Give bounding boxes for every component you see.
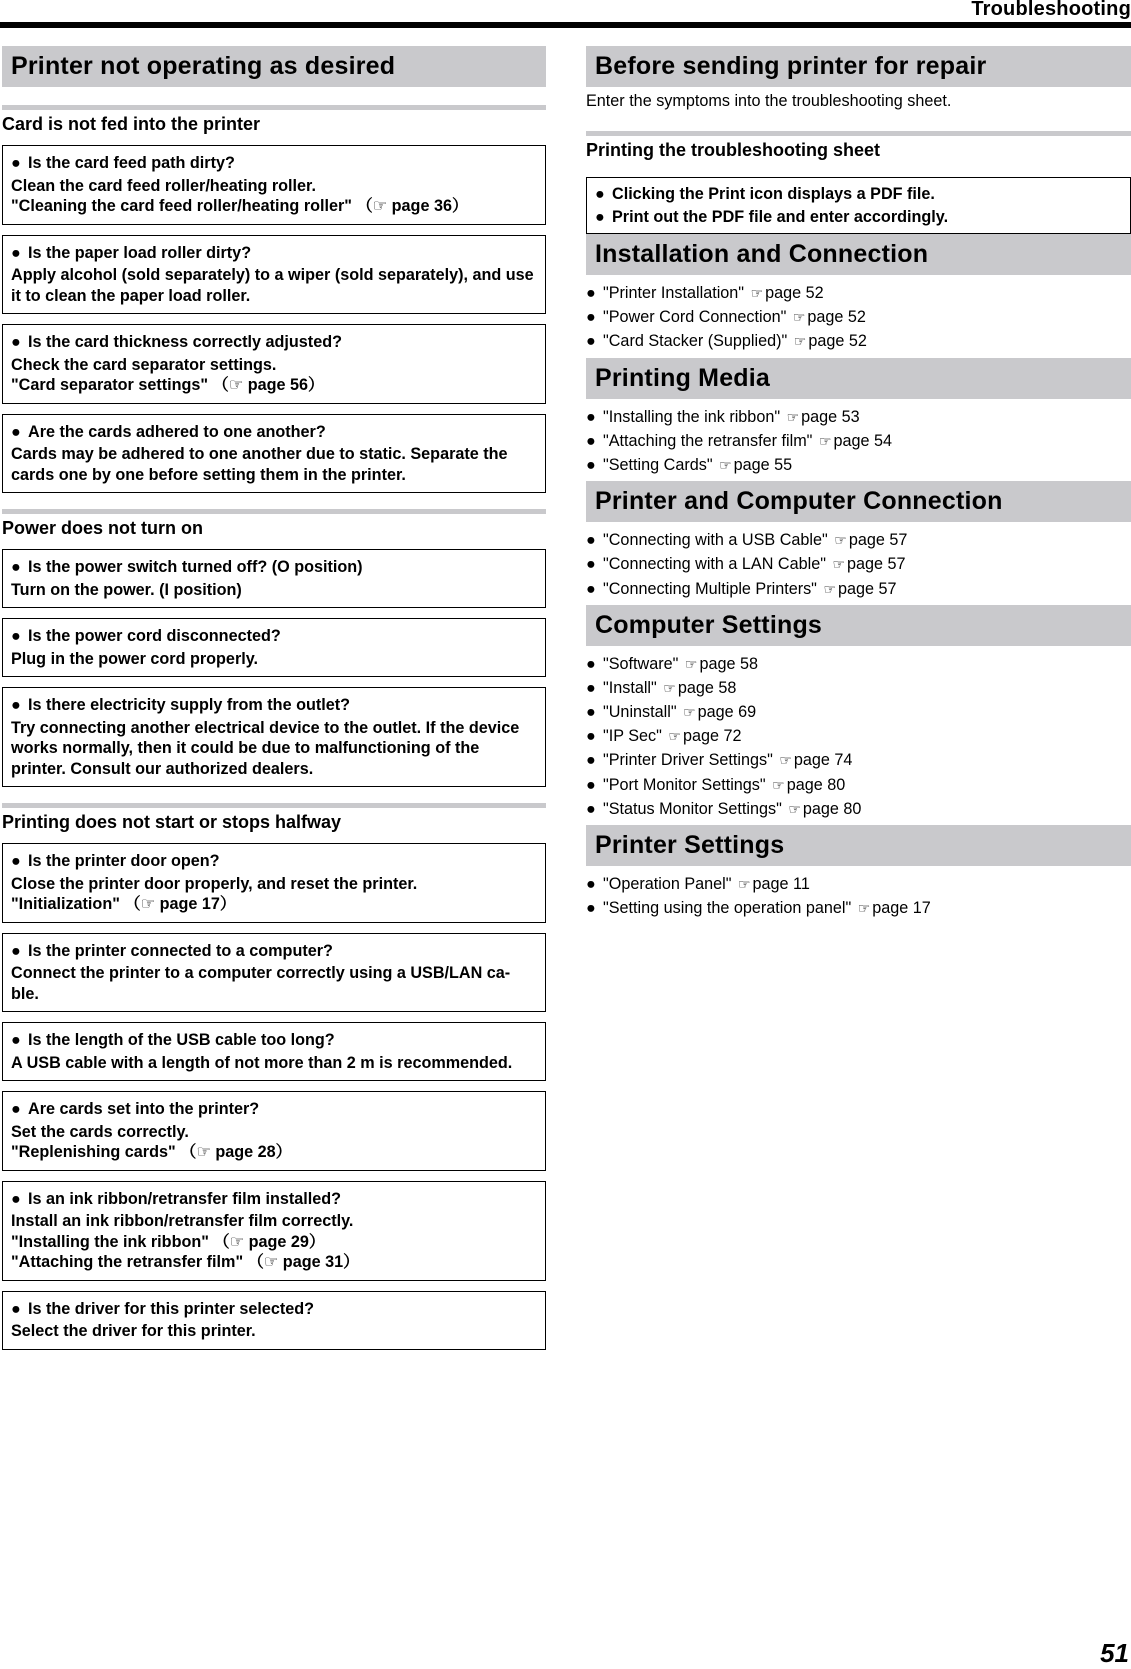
pointer-icon: ☞ [792,309,806,326]
left-column [2,46,546,1360]
section-title: Printer and Computer Connection [586,481,1131,522]
reference-page: page 80 [802,799,862,818]
pointer-icon: ☞ [857,900,871,917]
question [11,1189,537,1210]
reference-item [586,281,1131,305]
reference-text [603,405,860,429]
pointer-icon: ☞ [750,285,764,301]
section-title: Printing Media [586,358,1131,399]
reference-text [603,577,897,601]
header-title: Troubleshooting [971,0,1131,20]
answer [11,718,537,780]
reference-text [603,724,741,748]
section-title-repair: Before sending printer for repair [586,46,1131,87]
reference-list [586,528,1131,601]
bullet-icon: ● [595,185,605,203]
reference-item [586,453,1131,477]
reference-label: "Install" [603,678,657,697]
answer [11,649,537,670]
subsection-title: Card is not fed into the printer [2,114,261,134]
answer-line: Apply alcohol (sold separately) to a wiper (sold separately), and use it to clean the paper load roller. [11,266,534,305]
answer [11,1053,537,1074]
question-box [2,549,546,608]
bullet-icon: ● [586,555,596,574]
reference-page: page 52 [807,308,866,327]
reference-item [586,577,1131,601]
question-text: Is the printer connected to a computer? [28,941,333,960]
pointer-icon: ☞ [663,679,676,696]
bullet-icon: ● [11,558,21,576]
reference-page: page 69 [697,703,757,722]
bullet-icon: ● [11,422,21,441]
subsection-title: Power does not turn on [2,518,203,538]
reference-label: "Software" [603,654,679,673]
question-box [2,145,546,225]
bullet-icon: ● [586,431,596,450]
answer-line: Turn on the power. (I position) [11,580,242,599]
bullet-icon: ● [11,1189,21,1208]
reference-text [603,700,756,724]
question-box [2,933,546,1013]
reference-item [586,748,1131,772]
bullet-icon: ● [586,531,596,550]
pointer-icon: ☞ [683,704,696,721]
reference-label: "Connecting with a USB Cable" [603,531,828,550]
answer-line: A USB cable with a length of not more than 2 m is recommended. [11,1053,513,1072]
reference-item [586,773,1131,797]
reference-label: "Connecting Multiple Printers" [603,579,817,598]
answer-line: Cards may be adhered to one another due to static. Separate the cards one by one before setting them in the printer. [11,445,508,484]
question-box [2,235,546,315]
subsection-rule [586,131,1131,136]
reference-page: page 57 [848,531,908,550]
question [11,153,537,174]
reference-text [603,552,906,576]
reference-item [586,552,1131,576]
reference-page: page 17 [872,899,931,918]
right-sections [586,234,1131,920]
reference-page: page 72 [682,727,742,746]
question-box [2,618,546,677]
bullet-icon: ● [11,852,21,870]
reference-page: page 58 [699,654,758,673]
reference-item [586,405,1131,429]
bullet-icon: ● [11,333,21,351]
reference-item [586,724,1131,748]
bullet-icon: ● [11,1299,21,1318]
reference-label: "Setting Cards" [603,455,713,474]
answer-line: Select the driver for this printer. [11,1322,256,1340]
page-number: 51 [1100,1638,1129,1668]
bullet-icon: ● [586,875,596,893]
subsection-rule [2,509,546,514]
reference-page: page 57 [838,579,897,598]
pointer-icon: ☞ [834,532,847,549]
reference-text [603,797,861,821]
answer [11,963,537,1004]
bullet-icon: ● [11,1100,21,1118]
answer [11,1122,537,1163]
reference-text [603,872,810,896]
answer [11,265,537,306]
reference-item [586,652,1131,676]
reference-text [603,748,852,772]
bullet-icon: ● [586,332,596,351]
answer [11,444,537,485]
answer-line: Plug in the power cord properly. [11,649,259,668]
reference-page: page 58 [677,678,737,697]
section-title: Installation and Connection [586,234,1131,275]
box-item-text: Print out the PDF file and enter accordingly. [612,208,949,226]
reference-text [603,652,758,676]
bullet-icon: ● [586,407,596,426]
reference-text [603,429,892,453]
left-subsections [2,105,546,1350]
question [11,1099,537,1120]
pointer-icon: ☞ [772,776,785,793]
answer-line: "Replenishing cards" （☞ page 28） [11,1143,292,1161]
answer-line: "Installing the ink ribbon" （☞ page 29） [11,1232,326,1251]
reference-label: "Printer Driver Settings" [603,751,773,770]
section-title: Computer Settings [586,605,1131,646]
reference-item [586,797,1131,821]
pointer-icon: ☞ [719,456,732,473]
answer-line: Clean the card feed roller/heating roller. [11,176,316,195]
reference-page: page 11 [752,875,810,893]
bullet-icon: ● [586,775,596,794]
answer-line: "Cleaning the card feed roller/heating roller" （☞ page 36） [11,197,469,215]
pointer-icon: ☞ [684,655,698,672]
question [11,941,537,962]
question-text: Are cards set into the printer? [28,1100,260,1118]
bullet-icon: ● [586,455,596,474]
question-box [2,324,546,404]
question-box [2,1291,546,1350]
print-sheet-box [586,177,1131,234]
reference-text [603,528,907,552]
reference-label: "Uninstall" [603,703,677,722]
bullet-icon: ● [586,799,596,818]
reference-page: page 52 [808,332,867,351]
question [11,851,537,872]
question-text: Is the power cord disconnected? [28,627,281,645]
subsection-rule [2,803,546,808]
question [11,1299,537,1320]
reference-label: "Attaching the retransfer film" [603,431,813,450]
reference-label: "Status Monitor Settings" [603,799,782,818]
section-title: Printer Settings [586,825,1131,866]
section-title-printer-not-operating: Printer not operating as desired [2,46,546,87]
question [11,695,537,716]
reference-text [603,896,931,920]
reference-text [603,773,845,797]
answer [11,874,537,915]
question [11,332,537,353]
answer-line: Connect the printer to a computer correctly using a USB/LAN ca-ble. [11,964,511,1003]
question [11,1030,537,1051]
question-box [2,1022,546,1081]
answer [11,176,537,217]
bullet-icon: ● [11,154,21,172]
question-box [2,843,546,923]
pointer-icon: ☞ [788,800,801,817]
pointer-icon: ☞ [668,728,681,745]
bullet-icon: ● [586,899,596,918]
bullet-icon: ● [11,696,21,714]
question [11,422,537,443]
bullet-icon: ● [586,284,596,302]
reference-list [586,652,1131,821]
answer [11,580,537,601]
reference-label: "Operation Panel" [603,875,732,893]
question [11,626,537,647]
pointer-icon: ☞ [793,333,807,350]
answer-line: "Initialization" （☞ page 17） [11,895,237,913]
box-item [595,206,1122,229]
reference-item [586,700,1131,724]
pointer-icon: ☞ [832,556,846,573]
answer-line: Try connecting another electrical device to the outlet. If the device works normally, then it could be due to malfunctioning of the printer. Consult our authorized dealers. [11,718,520,778]
question-text: Is the length of the USB cable too long? [28,1031,335,1049]
reference-page: page 74 [793,751,853,770]
reference-item [586,528,1131,552]
reference-list [586,872,1131,920]
bullet-icon: ● [586,654,596,673]
repair-intro: Enter the symptoms into the troubleshooting sheet. [586,92,952,110]
reference-label: "Installing the ink ribbon" [603,407,781,426]
bullet-icon: ● [586,678,596,697]
question-text: Is the paper load roller dirty? [28,243,252,262]
reference-text [603,329,867,353]
reference-list [586,281,1131,354]
answer-line: "Card separator settings" （☞ page 56） [11,376,325,394]
pointer-icon: ☞ [737,876,751,892]
reference-item [586,896,1131,920]
reference-page: page 54 [833,431,893,450]
bullet-icon: ● [586,751,596,770]
question-box [2,687,546,787]
subsection-title-print-sheet: Printing the troubleshooting sheet [586,140,880,160]
question-text: Are the cards adhered to one another? [28,422,326,441]
reference-text [603,281,824,305]
answer-line: Check the card separator settings. [11,355,277,374]
subsection-rule [2,105,546,110]
question-text: Is the printer door open? [28,852,220,870]
header-rule [0,22,1131,28]
question-text: Is the card feed path dirty? [28,154,235,172]
reference-label: "Connecting with a LAN Cable" [603,555,826,574]
bullet-icon: ● [595,208,605,226]
question-box [2,1181,546,1281]
answer [11,1321,537,1342]
question-text: Is an ink ribbon/retransfer film installed? [28,1189,342,1208]
answer-line: "Attaching the retransfer film" （☞ page 31） [11,1253,360,1271]
reference-label: "Port Monitor Settings" [603,775,766,794]
answer-line: Close the printer door properly, and reset the printer. [11,874,418,893]
reference-item [586,429,1131,453]
bullet-icon: ● [11,1031,21,1049]
pointer-icon: ☞ [818,432,832,449]
pointer-icon: ☞ [786,408,800,425]
reference-text [603,453,792,477]
reference-text [603,676,736,700]
reference-label: "IP Sec" [603,727,662,746]
question-text: Is the driver for this printer selected? [28,1299,315,1318]
question-box [2,1091,546,1171]
pointer-icon: ☞ [823,580,836,597]
bullet-icon: ● [11,627,21,645]
reference-page: page 53 [801,407,860,426]
bullet-icon: ● [586,308,596,327]
box-item [595,183,1122,206]
box-item-text: Clicking the Print icon displays a PDF file. [612,185,935,203]
answer-line: Set the cards correctly. [11,1122,189,1141]
reference-label: "Printer Installation" [603,284,745,302]
bullet-icon: ● [11,941,21,960]
subsection-title: Printing does not start or stops halfway [2,812,342,832]
answer-line: Install an ink ribbon/retransfer film correctly. [11,1212,354,1230]
bullet-icon: ● [11,243,21,262]
reference-label: "Card Stacker (Supplied)" [603,332,788,351]
reference-label: "Setting using the operation panel" [603,899,852,918]
question-text: Is there electricity supply from the outlet? [28,696,351,714]
question-text: Is the power switch turned off? (O position) [28,558,363,576]
reference-item [586,676,1131,700]
question [11,557,537,578]
reference-page: page 57 [847,555,906,574]
reference-item [586,329,1131,353]
reference-text [603,305,866,329]
reference-item [586,305,1131,329]
answer [11,355,537,396]
question-text: Is the card thickness correctly adjusted? [28,333,342,351]
question-box [2,414,546,494]
reference-page: page 80 [786,775,846,794]
bullet-icon: ● [586,579,596,598]
right-column [586,46,1131,920]
reference-list [586,405,1131,478]
reference-item [586,872,1131,896]
bullet-icon: ● [586,703,596,722]
reference-page: page 52 [765,284,824,302]
reference-label: "Power Cord Connection" [603,308,787,327]
question [11,243,537,264]
answer [11,1211,537,1273]
pointer-icon: ☞ [779,752,792,769]
reference-page: page 55 [733,455,793,474]
bullet-icon: ● [586,727,596,746]
